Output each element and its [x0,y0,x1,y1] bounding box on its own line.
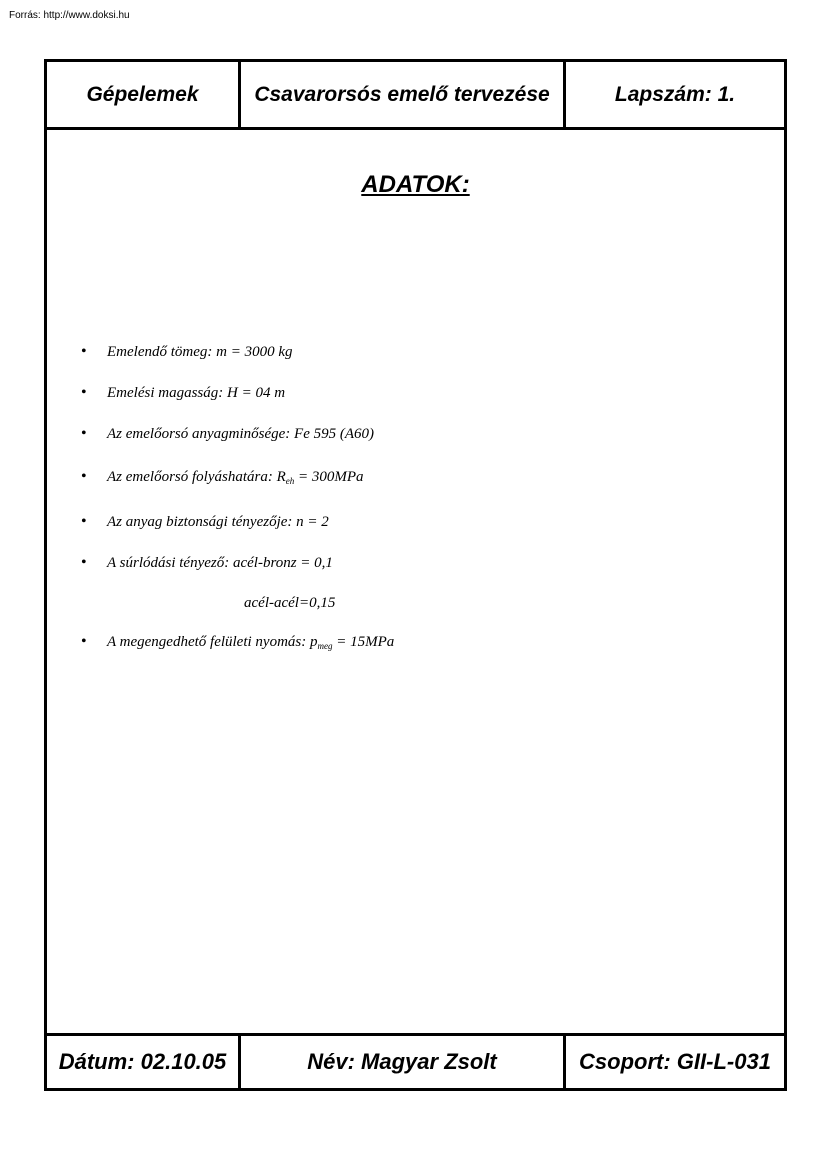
list-item-mass [81,343,293,361]
list-item-suffix: = 15MPa [332,634,395,650]
page-number-cell: Lapszám: 1. [614,82,736,106]
bullet-icon: • [81,468,87,485]
date-cell: Dátum: 02.10.05 [47,1036,241,1088]
topic-cell: Csavarorsós emelő tervezése [241,62,566,127]
list-item-material [81,425,375,443]
subject-cell: Gépelemek [47,62,241,127]
list-item-yield-strength [81,468,364,486]
list-item-text: Emelési magasság: H = 04 m [107,385,286,401]
page-title: ADATOK: [361,171,470,198]
bullet-icon: • [81,425,87,442]
group-cell: Csoport: GII-L-031 [579,1049,771,1074]
bullet-icon: • [81,343,87,360]
list-item-surface-pressure [81,633,395,651]
name-cell: Név: Magyar Zsolt [241,1036,566,1088]
list-item-text: Emelendő tömeg: m = 3000 kg [107,344,293,360]
list-item-subscript: meg [317,641,333,651]
header-row [47,62,784,130]
list-item-prefix: A megengedhető felületi nyomás: p [107,634,318,650]
list-item-friction-continuation [244,595,335,612]
document-frame [44,59,787,1091]
bullet-icon: • [81,384,87,401]
list-item-suffix: = 300MPa [294,469,364,485]
list-item-text: Az anyag biztonsági tényezője: n = 2 [107,514,329,530]
list-item-safety-factor [81,513,329,531]
list-item-text: A súrlódási tényező: acél-bronz = 0,1 [107,555,333,571]
list-item-text: Az emelőorsó anyagminősége: Fe 595 (A60) [107,426,375,442]
bullet-icon: • [81,554,87,571]
list-item-friction [81,554,333,572]
footer-row [47,1033,784,1088]
bullet-icon: • [81,513,87,530]
list-item-text: acél-acél=0,15 [244,595,336,611]
bullet-icon: • [81,633,87,650]
source-line: Forrás: http://www.doksi.hu [9,10,130,21]
list-item-height [81,384,286,402]
list-item-prefix: Az emelőorsó folyáshatára: R [107,469,286,485]
list-item-subscript: eh [285,476,295,486]
